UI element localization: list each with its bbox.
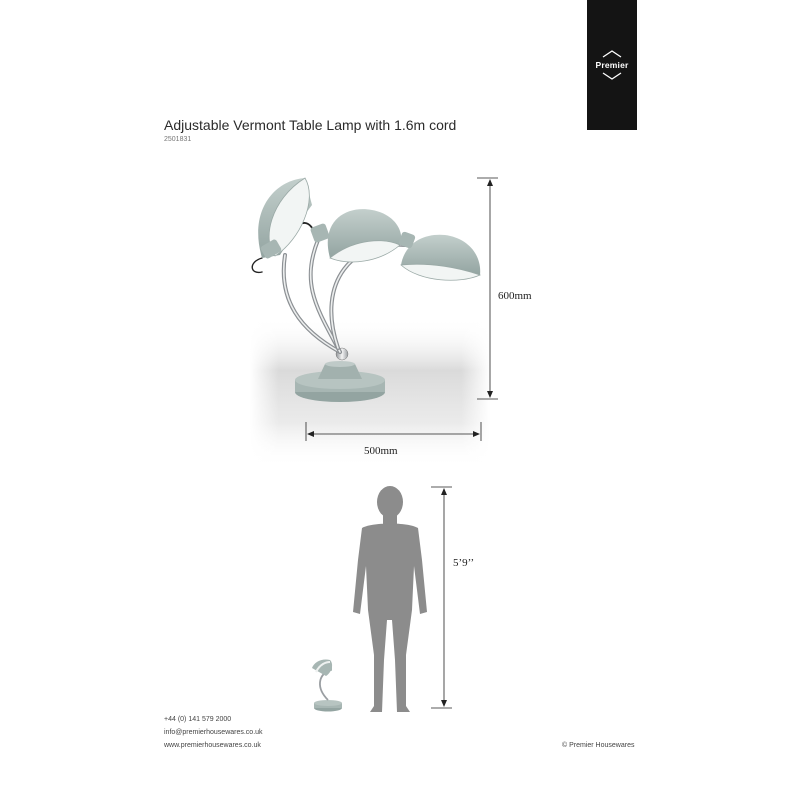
lamp-shade-right [398, 231, 480, 280]
height-label: 600mm [498, 290, 532, 302]
footer-email[interactable]: info@premierhousewares.co.uk [164, 729, 263, 736]
human-silhouette [353, 486, 427, 712]
small-lamp-for-scale [312, 659, 342, 711]
product-title: Adjustable Vermont Table Lamp with 1.6m cord [164, 117, 457, 133]
footer-website[interactable]: www.premierhousewares.co.uk [164, 742, 261, 749]
person-height-dimension-line [431, 487, 452, 708]
footer-phone: +44 (0) 141 579 2000 [164, 716, 232, 723]
width-label: 500mm [364, 445, 398, 457]
product-code: 2501831 [164, 136, 192, 143]
copyright-text: © Premier Housewares [562, 742, 635, 749]
brand-name: Premier [595, 60, 629, 70]
person-height-label: 5’9’’ [453, 557, 475, 569]
lamp-shade-left [258, 178, 312, 260]
lamp-shade-middle [310, 209, 402, 262]
